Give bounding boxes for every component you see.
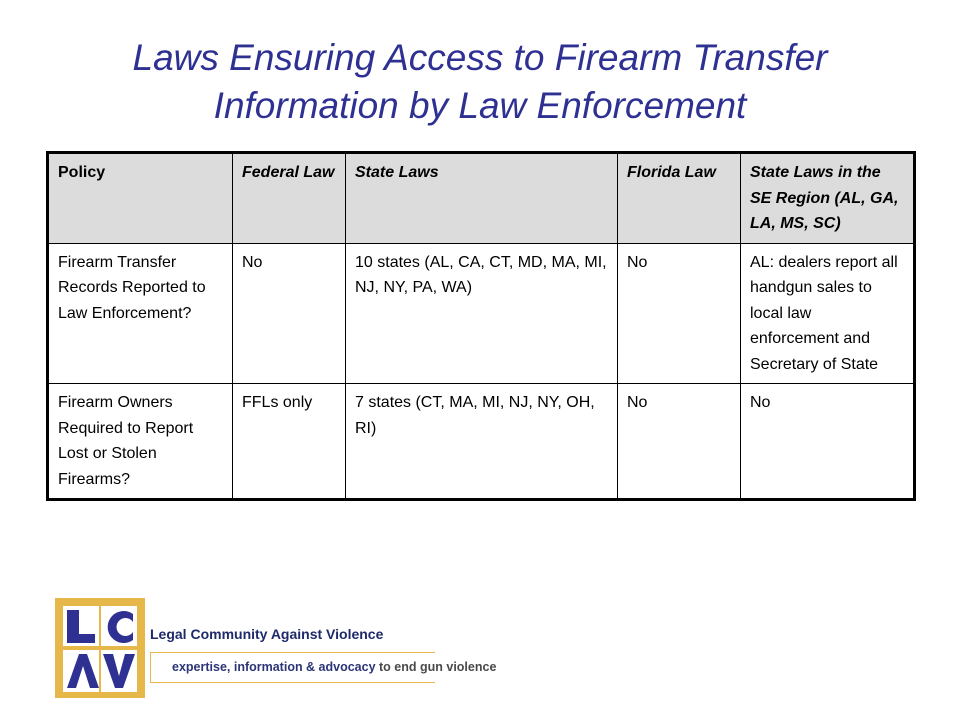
title-line-1: Laws Ensuring Access to Firearm Transfer — [132, 37, 828, 78]
header-state-laws: State Laws — [346, 153, 618, 244]
cell-policy: Firearm Owners Required to Report Lost or Stolen Firearms? — [48, 384, 233, 500]
header-federal-law: Federal Law — [233, 153, 346, 244]
lcav-logo-icon — [55, 598, 145, 698]
cell-se-region: AL: dealers report all handgun sales to local law enforcement and Secretary of State — [741, 243, 915, 384]
logo-divider-left — [150, 652, 151, 682]
tagline-end: to end gun violence — [375, 660, 497, 674]
logo-divider-bottom — [150, 682, 435, 683]
header-se-region: State Laws in the SE Region (AL, GA, LA, MS, SC) — [741, 153, 915, 244]
organization-tagline — [172, 660, 496, 674]
table-row — [48, 384, 915, 500]
table-header-row — [48, 153, 915, 244]
organization-name: Legal Community Against Violence — [150, 626, 384, 642]
page-title — [0, 34, 960, 130]
policy-table — [46, 151, 916, 501]
tagline-main: expertise, information & advocacy — [172, 660, 376, 674]
cell-florida-law: No — [618, 243, 741, 384]
logo-divider-top — [150, 652, 435, 653]
title-line-2: Information by Law Enforcement — [213, 85, 747, 126]
table-row — [48, 243, 915, 384]
cell-policy: Firearm Transfer Records Reported to Law Enforcement? — [48, 243, 233, 384]
cell-state-laws: 7 states (CT, MA, MI, NJ, NY, OH, RI) — [346, 384, 618, 500]
cell-florida-law: No — [618, 384, 741, 500]
cell-state-laws: 10 states (AL, CA, CT, MD, MA, MI, NJ, NY, PA, WA) — [346, 243, 618, 384]
cell-se-region: No — [741, 384, 915, 500]
cell-federal-law: No — [233, 243, 346, 384]
header-florida-law: Florida Law — [618, 153, 741, 244]
cell-federal-law: FFLs only — [233, 384, 346, 500]
header-policy: Policy — [48, 153, 233, 244]
